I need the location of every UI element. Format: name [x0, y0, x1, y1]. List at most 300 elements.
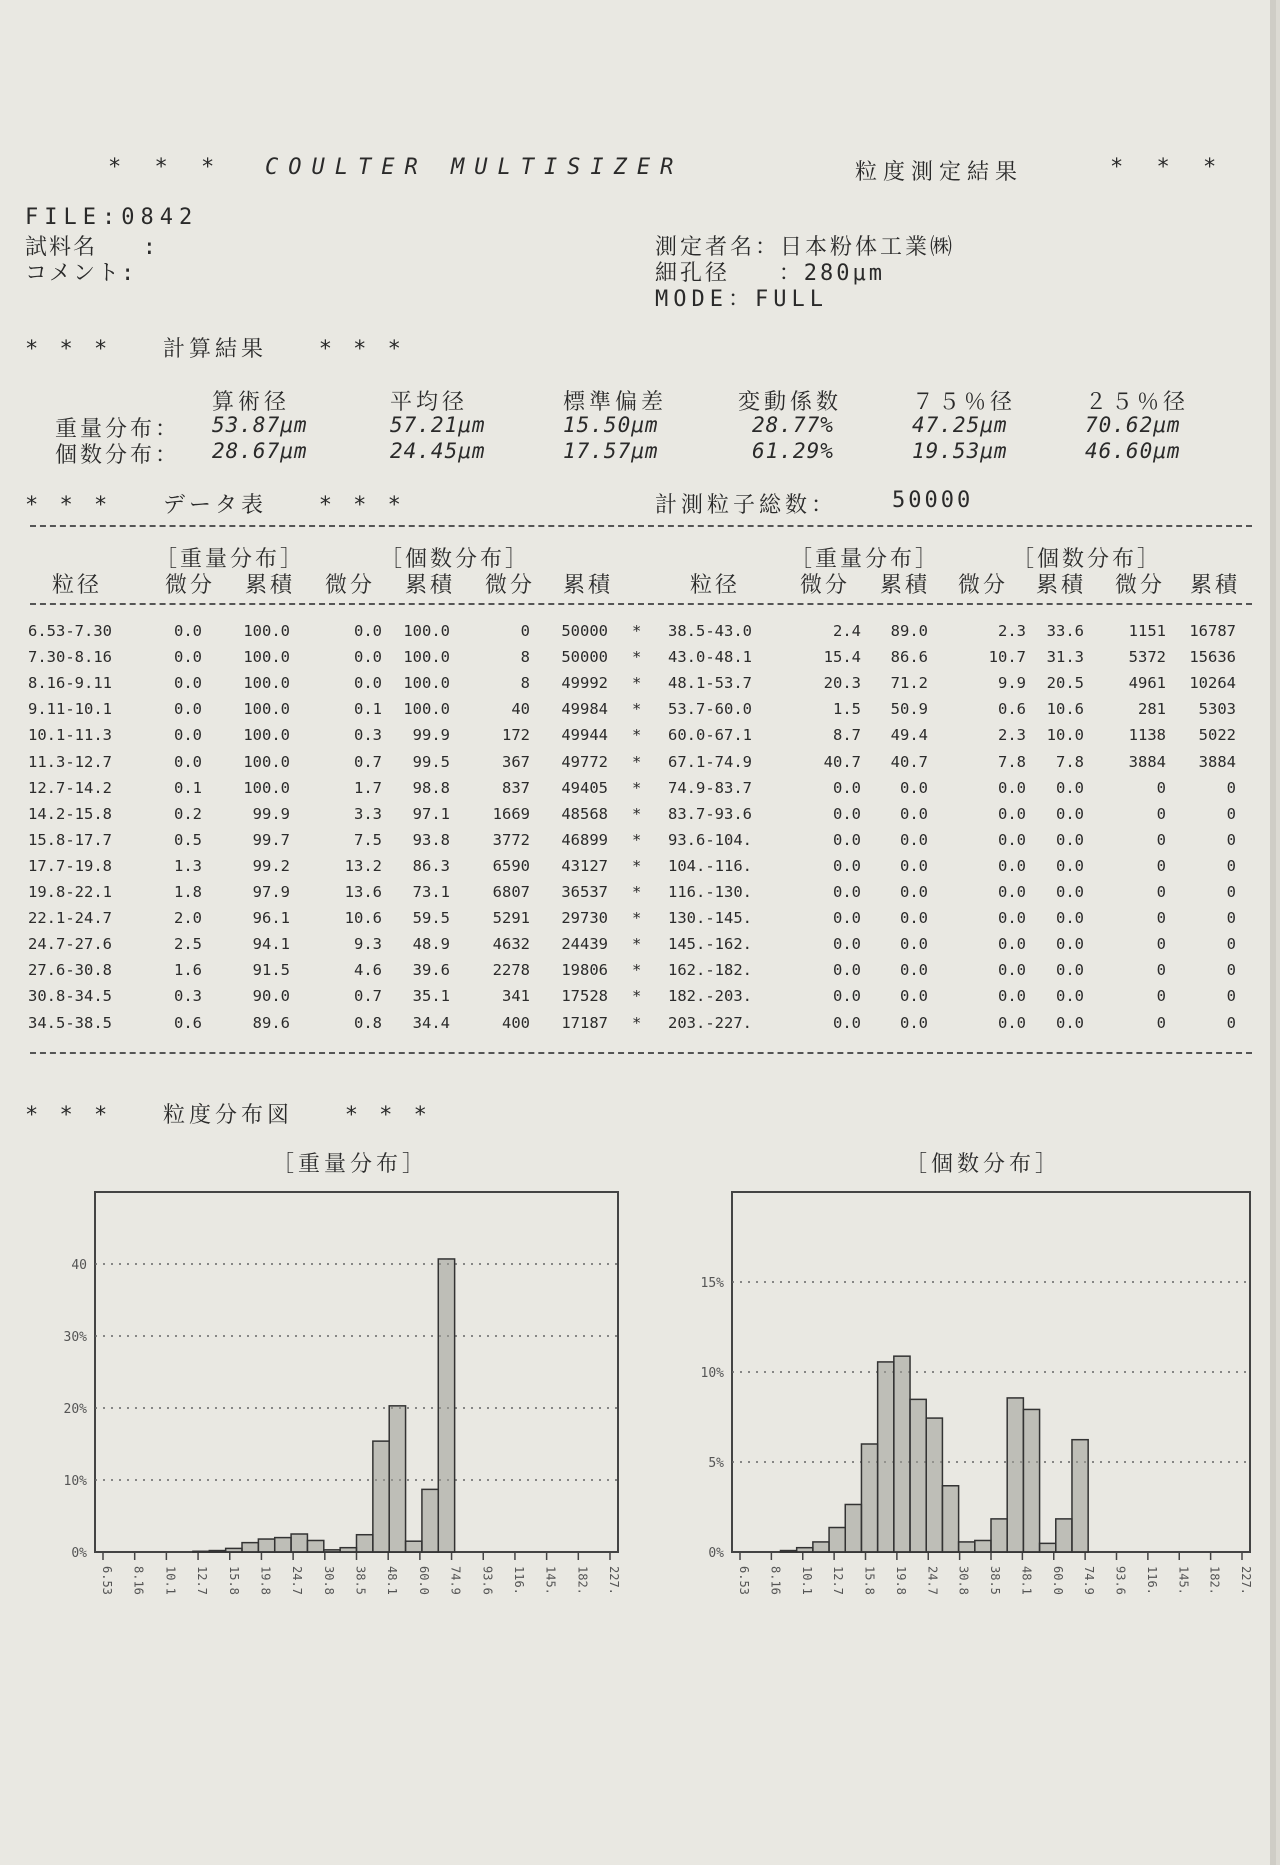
right-cell-weight-cum: 0.0 — [900, 856, 928, 875]
header-stars-left: * * * — [108, 155, 225, 180]
table-row — [0, 674, 1270, 700]
right-cell-count-pct-cum: 0.0 — [1056, 804, 1084, 823]
right-cell-weight-diff: 0.0 — [833, 961, 861, 980]
bar — [291, 1534, 307, 1552]
right-cell-weight-diff: 0.0 — [833, 830, 861, 849]
left-col-n-diff: 微分 — [485, 573, 536, 598]
calc-weight-mean: 57.21μm — [390, 413, 486, 437]
right-cell-weight-cum: 40.7 — [890, 752, 928, 771]
table-row — [0, 648, 1270, 674]
count-distribution-chart — [660, 1180, 1260, 1620]
left-cell-size: 34.5-38.5 — [28, 1013, 112, 1032]
column-separator: * — [632, 674, 642, 693]
left-cell-weight-cum: 99.9 — [252, 804, 290, 823]
x-tick-label: 227. — [1239, 1566, 1253, 1595]
right-cell-size: 83.7-93.6 — [668, 804, 752, 823]
left-cell-count-cum: 49984 — [561, 700, 608, 719]
x-tick-label: 15.8 — [862, 1566, 877, 1595]
left-cell-count-cum: 24439 — [561, 935, 608, 954]
y-tick-label: 10% — [63, 1474, 87, 1489]
x-tick-label: 227. — [607, 1566, 621, 1595]
x-tick-label: 24.7 — [925, 1566, 940, 1595]
right-cell-weight-diff: 1.5 — [833, 700, 861, 719]
x-tick-label: 74.9 — [448, 1566, 463, 1595]
x-tick-label: 30.8 — [956, 1566, 971, 1595]
left-cell-count-pct-diff: 13.2 — [344, 856, 382, 875]
right-cell-count-pct-diff: 0.6 — [998, 700, 1026, 719]
left-cell-weight-diff: 0.1 — [174, 778, 202, 797]
bar — [422, 1489, 438, 1552]
right-cell-weight-cum: 0.0 — [900, 830, 928, 849]
sample-name-label: 試料名 : — [25, 235, 158, 260]
right-cell-count-pct-diff: 2.3 — [998, 622, 1026, 640]
left-col-size: 粒径 — [52, 573, 103, 598]
left-cell-weight-diff: 1.8 — [174, 883, 202, 901]
left-cell-weight-diff: 0.0 — [174, 674, 202, 693]
right-cell-count-diff: 0 — [1156, 830, 1166, 849]
right-cell-count-diff: 1151 — [1128, 622, 1166, 640]
left-cell-count-diff: 8 — [520, 648, 530, 667]
left-cell-count-pct-diff: 4.6 — [354, 961, 382, 980]
calc-count-arith: 28.67μm — [212, 439, 308, 463]
left-cell-weight-diff: 0.5 — [174, 830, 202, 849]
left-cell-count-diff: 172 — [502, 726, 530, 745]
left-cell-count-cum: 43127 — [561, 856, 608, 875]
y-tick-label: 15% — [700, 1276, 724, 1291]
left-cell-count-pct-cum: 86.3 — [412, 856, 450, 875]
y-tick-label: 40 — [71, 1258, 87, 1273]
right-cell-weight-diff: 8.7 — [833, 726, 861, 745]
left-cell-size: 17.7-19.8 — [28, 856, 112, 875]
calc-count-stddev: 17.57μm — [563, 439, 659, 463]
bar — [942, 1486, 958, 1552]
x-tick-label: 116. — [1144, 1566, 1159, 1595]
left-cell-count-diff: 3772 — [492, 830, 530, 849]
right-cell-count-pct-diff: 0.0 — [998, 909, 1026, 928]
y-tick-label: 0% — [708, 1546, 724, 1561]
right-cell-weight-cum: 71.2 — [890, 674, 928, 693]
right-cell-count-cum: 0 — [1226, 883, 1236, 901]
left-cell-count-pct-diff: 10.6 — [344, 909, 382, 928]
right-cell-count-diff: 0 — [1156, 883, 1166, 901]
table-row — [0, 700, 1270, 726]
left-cell-count-pct-diff: 9.3 — [354, 935, 382, 954]
table-row — [0, 961, 1270, 987]
right-cell-count-pct-cum: 20.5 — [1046, 674, 1084, 693]
table-row — [0, 622, 1270, 648]
plot-frame — [95, 1192, 618, 1552]
right-cell-count-pct-diff: 0.0 — [998, 961, 1026, 980]
left-cell-count-pct-cum: 98.8 — [412, 778, 450, 797]
x-tick-label: 38.5 — [988, 1566, 1002, 1595]
table-row — [0, 779, 1270, 805]
x-tick-label: 93.6 — [1113, 1566, 1128, 1595]
column-separator: * — [632, 883, 642, 901]
left-cell-size: 19.8-22.1 — [28, 883, 112, 901]
left-cell-count-pct-cum: 100.0 — [403, 674, 450, 693]
left-cell-weight-diff: 1.6 — [174, 961, 202, 980]
right-cell-count-diff: 281 — [1138, 700, 1166, 719]
column-separator: * — [632, 726, 642, 745]
calc-weight-stddev: 15.50μm — [563, 413, 659, 437]
right-cell-count-pct-diff: 0.0 — [998, 856, 1026, 875]
left-cell-count-pct-cum: 99.5 — [412, 752, 450, 771]
left-cell-count-cum: 50000 — [561, 648, 608, 667]
calc-section-title: * * * 計算結果 * * * — [25, 337, 405, 362]
right-cell-weight-cum: 0.0 — [900, 778, 928, 797]
left-cell-weight-diff: 0.0 — [174, 752, 202, 771]
calc-row-weight-label: 重量分布： — [55, 417, 181, 442]
left-cell-count-diff: 837 — [502, 778, 530, 797]
right-cell-size: 93.6-104. — [668, 830, 752, 849]
left-cell-count-pct-cum: 93.8 — [412, 830, 450, 849]
left-col-w-cum: 累積 — [245, 573, 296, 598]
table-row — [0, 1014, 1270, 1040]
column-separator: * — [632, 804, 642, 823]
table-row — [0, 987, 1270, 1013]
bar — [1023, 1409, 1039, 1552]
right-cell-weight-cum: 0.0 — [900, 804, 928, 823]
bar — [307, 1540, 323, 1552]
x-tick-label: 74.9 — [1082, 1566, 1097, 1595]
comment-label: コメント: — [25, 261, 137, 286]
left-cell-weight-cum: 100.0 — [243, 726, 290, 745]
x-tick-label: 48.1 — [1019, 1566, 1034, 1595]
table-row — [0, 805, 1270, 831]
bar — [926, 1418, 942, 1552]
report-title-jp: 粒度測定結果 — [855, 160, 1024, 185]
right-cell-size: 162.-182. — [668, 961, 752, 980]
left-cell-weight-cum: 91.5 — [252, 961, 290, 980]
right-cell-size: 203.-227. — [668, 1013, 752, 1032]
left-cell-count-pct-cum: 35.1 — [412, 987, 450, 1006]
left-cell-weight-diff: 0.3 — [174, 987, 202, 1006]
right-cell-count-diff: 1138 — [1128, 726, 1166, 745]
calc-count-d75: 19.53μm — [912, 439, 1008, 463]
left-cell-count-diff: 0 — [520, 622, 530, 640]
left-cell-size: 11.3-12.7 — [28, 752, 112, 771]
left-cell-weight-cum: 100.0 — [243, 752, 290, 771]
mode-value: MODE：FULL — [655, 287, 828, 312]
right-cell-count-pct-cum: 0.0 — [1056, 961, 1084, 980]
right-cell-weight-diff: 15.4 — [823, 648, 861, 667]
bar — [959, 1542, 975, 1552]
left-cell-count-diff: 5291 — [492, 909, 530, 928]
left-cell-count-cum: 17187 — [561, 1013, 608, 1032]
bar — [226, 1548, 242, 1552]
right-cell-weight-cum: 0.0 — [900, 987, 928, 1006]
right-cell-count-cum: 15636 — [1189, 648, 1236, 667]
right-cell-count-diff: 0 — [1156, 856, 1166, 875]
total-particles-value: 50000 — [892, 488, 974, 513]
left-cell-count-pct-cum: 100.0 — [403, 700, 450, 719]
bar — [797, 1548, 813, 1552]
left-cell-weight-cum: 100.0 — [243, 674, 290, 693]
x-tick-label: 19.8 — [258, 1566, 273, 1595]
right-cell-count-cum: 0 — [1226, 778, 1236, 797]
right-cell-count-cum: 10264 — [1189, 674, 1236, 693]
right-cell-weight-cum: 50.9 — [890, 700, 928, 719]
calc-count-d25: 46.60μm — [1085, 439, 1181, 463]
left-cell-weight-diff: 0.0 — [174, 700, 202, 719]
table-bottom-rule — [30, 1052, 1252, 1054]
left-cell-count-diff: 6807 — [492, 883, 530, 901]
left-cell-weight-diff: 0.6 — [174, 1013, 202, 1032]
left-cell-count-pct-cum: 73.1 — [412, 883, 450, 901]
calc-header-stddev: 標準偏差 — [563, 390, 668, 415]
calc-header-mean: 平均径 — [390, 390, 469, 415]
x-tick-label: 10.1 — [799, 1566, 814, 1595]
right-cell-count-pct-cum: 7.8 — [1056, 752, 1084, 771]
left-cell-size: 6.53-7.30 — [28, 622, 112, 640]
right-col-c-diff: 微分 — [958, 573, 1009, 598]
right-cell-count-pct-diff: 10.7 — [988, 648, 1026, 667]
left-cell-weight-cum: 100.0 — [243, 622, 290, 640]
calc-count-mean: 24.45μm — [390, 439, 486, 463]
x-tick-label: 182. — [575, 1566, 590, 1595]
table-header-rule — [30, 603, 1252, 605]
bar — [438, 1259, 454, 1552]
bar — [242, 1543, 258, 1552]
left-cell-count-diff: 40 — [511, 700, 530, 719]
table-row — [0, 857, 1270, 883]
table-row — [0, 831, 1270, 857]
x-tick-label: 6.53 — [100, 1566, 114, 1595]
left-cell-size: 24.7-27.6 — [28, 935, 112, 954]
right-cell-size: 145.-162. — [668, 935, 752, 954]
right-cell-weight-diff: 0.0 — [833, 883, 861, 901]
right-cell-size: 38.5-43.0 — [668, 622, 752, 640]
count-chart-title: ［個数分布］ — [905, 1152, 1062, 1177]
y-tick-label: 10% — [700, 1366, 724, 1381]
right-cell-count-cum: 5022 — [1198, 726, 1236, 745]
x-tick-label: 24.7 — [290, 1566, 305, 1595]
right-cell-weight-diff: 2.4 — [833, 622, 861, 640]
right-cell-count-diff: 0 — [1156, 804, 1166, 823]
x-tick-label: 116. — [511, 1566, 526, 1595]
calc-weight-cv: 28.77% — [752, 413, 834, 437]
right-cell-count-diff: 0 — [1156, 909, 1166, 928]
column-separator: * — [632, 935, 642, 954]
bar — [813, 1542, 829, 1552]
right-cell-weight-cum: 49.4 — [890, 726, 928, 745]
right-cell-size: 130.-145. — [668, 909, 752, 928]
x-tick-label: 38.5 — [353, 1566, 368, 1595]
right-cell-count-diff: 0 — [1156, 1013, 1166, 1032]
column-separator: * — [632, 987, 642, 1006]
bar — [975, 1540, 991, 1552]
calc-header-arith: 算術径 — [212, 390, 291, 415]
right-cell-count-cum: 16787 — [1189, 622, 1236, 640]
left-cell-size: 10.1-11.3 — [28, 726, 112, 745]
bar — [340, 1548, 356, 1552]
left-cell-weight-diff: 0.0 — [174, 648, 202, 667]
right-cell-size: 74.9-83.7 — [668, 778, 752, 797]
table-row — [0, 726, 1270, 752]
table-section-title: * * * データ表 * * * — [25, 493, 405, 518]
right-cell-size: 67.1-74.9 — [668, 752, 752, 771]
right-cell-weight-diff: 20.3 — [823, 674, 861, 693]
x-tick-label: 10.1 — [163, 1566, 178, 1595]
column-separator: * — [632, 961, 642, 980]
left-cell-weight-cum: 97.9 — [252, 883, 290, 901]
left-cell-count-cum: 49992 — [561, 674, 608, 693]
calc-weight-d75: 47.25μm — [912, 413, 1008, 437]
left-col-c-cum: 累積 — [405, 573, 456, 598]
bar — [910, 1399, 926, 1552]
x-tick-label: 48.1 — [385, 1566, 400, 1595]
x-tick-label: 60.0 — [1050, 1566, 1065, 1595]
left-cell-count-diff: 341 — [502, 987, 530, 1006]
right-cell-count-cum: 0 — [1226, 1013, 1236, 1032]
left-cell-count-pct-cum: 39.6 — [412, 961, 450, 980]
left-cell-count-diff: 367 — [502, 752, 530, 771]
left-cell-weight-diff: 0.2 — [174, 804, 202, 823]
left-cell-count-pct-cum: 100.0 — [403, 622, 450, 640]
left-cell-count-pct-diff: 0.0 — [354, 622, 382, 640]
right-cell-count-diff: 3884 — [1128, 752, 1166, 771]
right-cell-count-pct-diff: 0.0 — [998, 987, 1026, 1006]
left-cell-size: 8.16-9.11 — [28, 674, 112, 693]
bar — [845, 1504, 861, 1552]
y-tick-label: 30% — [63, 1330, 87, 1345]
right-cell-count-pct-diff: 9.9 — [998, 674, 1026, 693]
left-cell-weight-cum: 94.1 — [252, 935, 290, 954]
right-cell-count-diff: 0 — [1156, 778, 1166, 797]
right-cell-count-pct-diff: 2.3 — [998, 726, 1026, 745]
calc-header-d75: ７５％径 — [912, 390, 1017, 415]
left-cell-count-pct-diff: 0.0 — [354, 648, 382, 667]
y-tick-label: 5% — [708, 1456, 724, 1471]
x-tick-label: 8.16 — [131, 1566, 146, 1595]
right-cell-count-cum: 0 — [1226, 856, 1236, 875]
column-separator: * — [632, 830, 642, 849]
left-cell-count-pct-cum: 100.0 — [403, 648, 450, 667]
table-row — [0, 753, 1270, 779]
left-cell-size: 27.6-30.8 — [28, 961, 112, 980]
left-cell-count-cum: 17528 — [561, 987, 608, 1006]
right-group-weight: ［重量分布］ — [790, 547, 941, 572]
right-cell-weight-cum: 0.0 — [900, 961, 928, 980]
right-cell-count-pct-diff: 0.0 — [998, 778, 1026, 797]
left-cell-weight-cum: 100.0 — [243, 648, 290, 667]
x-tick-label: 8.16 — [768, 1566, 783, 1595]
left-cell-size: 12.7-14.2 — [28, 778, 112, 797]
weight-chart-title: ［重量分布］ — [272, 1152, 429, 1177]
left-cell-count-pct-diff: 0.1 — [354, 700, 382, 719]
right-cell-count-cum: 0 — [1226, 830, 1236, 849]
calc-header-d25: ２５％径 — [1085, 390, 1190, 415]
file-number: FILE:0842 — [25, 205, 199, 230]
column-separator: * — [632, 622, 642, 640]
x-tick-label: 60.0 — [416, 1566, 431, 1595]
right-cell-weight-diff: 0.0 — [833, 935, 861, 954]
calc-row-count-label: 個数分布： — [55, 443, 181, 468]
bar — [894, 1356, 910, 1552]
left-cell-count-diff: 4632 — [492, 935, 530, 954]
left-cell-weight-diff: 0.0 — [174, 726, 202, 745]
bar — [829, 1528, 845, 1552]
x-tick-label: 12.7 — [195, 1566, 210, 1595]
left-cell-count-diff: 6590 — [492, 856, 530, 875]
operator-name: 測定者名：日本粉体工業㈱ — [655, 235, 956, 260]
right-cell-count-diff: 0 — [1156, 961, 1166, 980]
left-cell-count-pct-cum: 34.4 — [412, 1013, 450, 1032]
bar — [389, 1406, 405, 1552]
y-tick-label: 0% — [71, 1546, 87, 1561]
right-cell-weight-cum: 0.0 — [900, 883, 928, 901]
bar — [275, 1538, 291, 1552]
column-separator: * — [632, 856, 642, 875]
left-cell-size: 22.1-24.7 — [28, 909, 112, 928]
table-row — [0, 909, 1270, 935]
column-separator: * — [632, 752, 642, 771]
left-cell-size: 14.2-15.8 — [28, 804, 112, 823]
right-cell-size: 104.-116. — [668, 856, 752, 875]
right-cell-count-diff: 0 — [1156, 935, 1166, 954]
right-cell-count-cum: 3884 — [1198, 752, 1236, 771]
left-cell-count-pct-diff: 1.7 — [354, 778, 382, 797]
bar — [861, 1444, 877, 1552]
right-cell-count-pct-diff: 0.0 — [998, 1013, 1026, 1032]
bar — [209, 1551, 225, 1552]
left-cell-weight-cum: 90.0 — [252, 987, 290, 1006]
right-cell-count-diff: 5372 — [1128, 648, 1166, 667]
column-separator: * — [632, 648, 642, 667]
bar — [406, 1541, 422, 1552]
total-particles-label: 計測粒子総数： — [655, 493, 838, 518]
right-col-size: 粒径 — [690, 573, 741, 598]
right-cell-weight-cum: 0.0 — [900, 909, 928, 928]
bar — [991, 1519, 1007, 1552]
calc-weight-d25: 70.62μm — [1085, 413, 1181, 437]
right-cell-count-pct-diff: 0.0 — [998, 830, 1026, 849]
left-group-count: ［個数分布］ — [380, 547, 531, 572]
right-cell-count-pct-cum: 0.0 — [1056, 856, 1084, 875]
right-cell-count-diff: 4961 — [1128, 674, 1166, 693]
left-cell-count-diff: 8 — [520, 674, 530, 693]
right-cell-size: 182.-203. — [668, 987, 752, 1006]
left-cell-size: 9.11-10.1 — [28, 700, 112, 719]
bar — [324, 1550, 340, 1552]
left-cell-count-pct-cum: 48.9 — [412, 935, 450, 954]
weight-distribution-chart — [20, 1180, 630, 1620]
column-separator: * — [632, 778, 642, 797]
bar — [373, 1441, 389, 1552]
left-group-weight: ［重量分布］ — [155, 547, 306, 572]
table-top-rule — [30, 525, 1252, 527]
left-cell-weight-cum: 96.1 — [252, 909, 290, 928]
column-separator: * — [632, 700, 642, 719]
left-cell-count-cum: 36537 — [561, 883, 608, 901]
right-col-n-cum: 累積 — [1190, 573, 1241, 598]
right-cell-size: 53.7-60.0 — [668, 700, 752, 719]
right-cell-count-cum: 5303 — [1198, 700, 1236, 719]
left-cell-count-cum: 49405 — [561, 778, 608, 797]
left-cell-count-pct-diff: 7.5 — [354, 830, 382, 849]
right-cell-count-pct-cum: 0.0 — [1056, 909, 1084, 928]
left-cell-count-pct-diff: 3.3 — [354, 804, 382, 823]
left-cell-count-cum: 49944 — [561, 726, 608, 745]
x-tick-label: 6.53 — [737, 1566, 751, 1595]
left-cell-count-pct-diff: 0.7 — [354, 987, 382, 1006]
x-tick-label: 93.6 — [480, 1566, 495, 1595]
x-tick-label: 19.8 — [893, 1566, 908, 1595]
right-cell-count-pct-cum: 0.0 — [1056, 1013, 1084, 1032]
right-cell-weight-cum: 0.0 — [900, 935, 928, 954]
right-cell-count-pct-diff: 0.0 — [998, 883, 1026, 901]
right-cell-count-pct-cum: 10.6 — [1046, 700, 1084, 719]
